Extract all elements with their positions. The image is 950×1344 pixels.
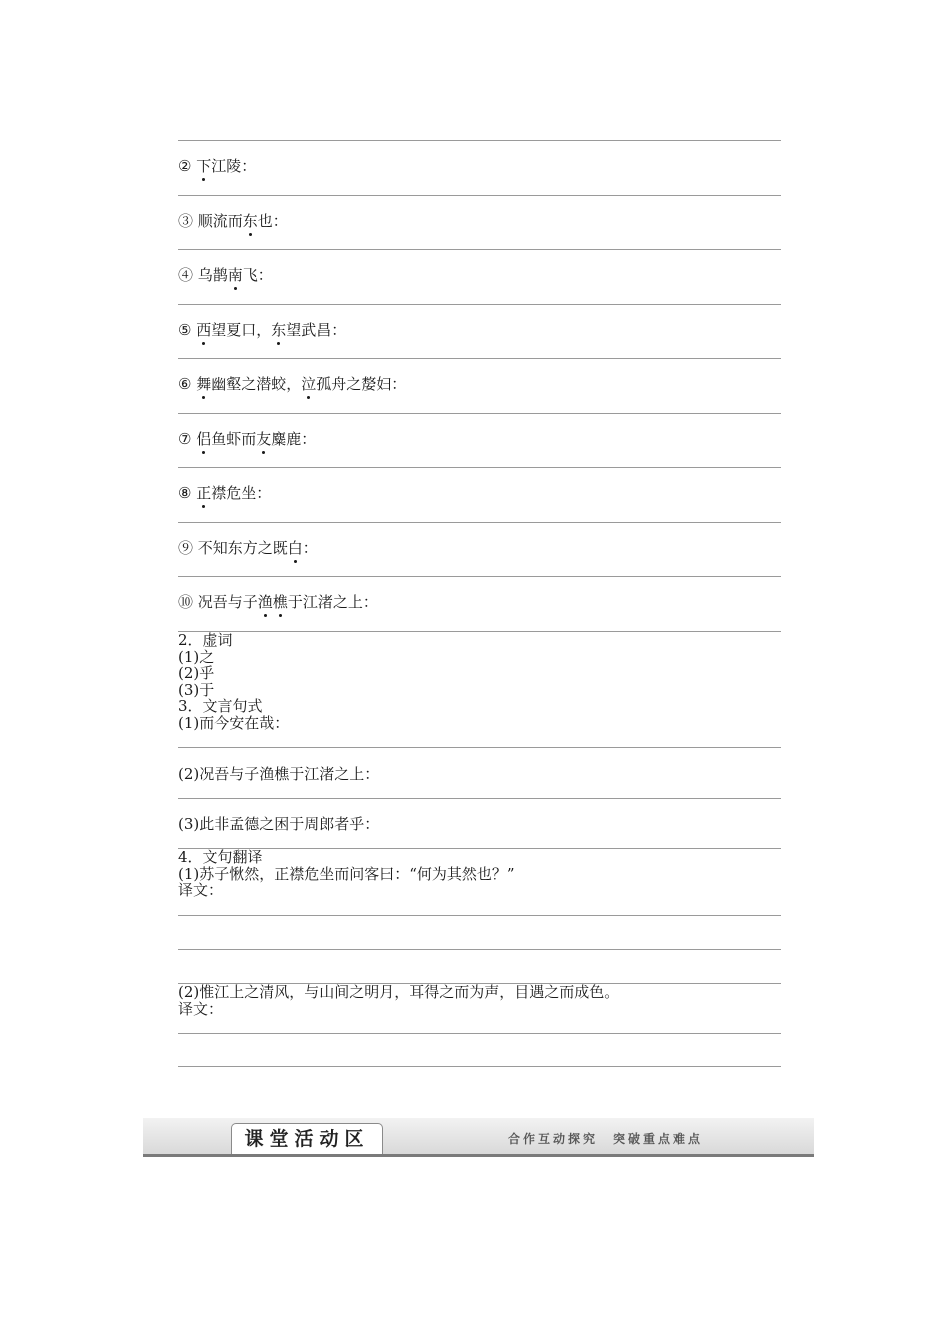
function-word-item: (2)乎 <box>178 664 215 682</box>
vocab-text: ④ 乌鹊 <box>178 266 228 284</box>
answer-line <box>178 631 781 632</box>
vocab-text: 幽壑之潜蛟， <box>211 375 302 393</box>
answer-line <box>178 747 781 748</box>
vocab-text: ② <box>178 157 197 175</box>
emphasized-character: 下 <box>196 157 212 175</box>
answer-line <box>178 467 781 468</box>
function-word-item: (1)之 <box>178 647 215 666</box>
sentence-pattern-item: (1)而今安在哉： <box>178 713 290 732</box>
answer-line <box>178 522 781 523</box>
emphasized-character: 樵 <box>272 593 288 611</box>
emphasized-character: 友 <box>256 430 272 448</box>
answer-line <box>178 249 781 250</box>
banner-subtitle: 合作互动探究 突破重点难点 <box>508 1132 704 1146</box>
emphasized-character: 泣 <box>301 375 317 393</box>
answer-line <box>178 358 781 359</box>
vocab-item <box>178 484 271 502</box>
vocab-text: ⑤ <box>178 321 197 339</box>
answer-line <box>178 576 781 577</box>
answer-line <box>178 848 781 849</box>
vocab-text: 襟危坐： <box>211 484 272 502</box>
emphasized-character: 西 <box>196 321 212 339</box>
emphasized-character: 正 <box>196 484 212 502</box>
emphasized-character: 舞 <box>196 375 212 393</box>
vocab-text: ： <box>302 539 318 557</box>
section-title-function-words: 2．虚词 <box>178 631 233 649</box>
vocab-text: 于江渚之上： <box>287 593 378 611</box>
answer-line <box>178 140 781 141</box>
vocab-item <box>178 321 346 339</box>
vocab-item <box>178 375 406 393</box>
section-title-translation: 4．文句翻译 <box>178 848 263 866</box>
vocab-text: ③ 顺流而 <box>178 212 243 230</box>
vocab-text: ⑩ 况吾与子 <box>178 593 258 611</box>
vocab-item <box>178 539 318 557</box>
vocab-text: ⑦ <box>178 430 197 448</box>
translation-label: 译文： <box>178 881 224 899</box>
vocab-item <box>178 212 288 230</box>
answer-line <box>178 949 781 950</box>
answer-line <box>178 1033 781 1034</box>
function-word-item: (3)于 <box>178 680 215 699</box>
vocab-text: ⑧ <box>178 484 197 502</box>
answer-line <box>178 915 781 916</box>
emphasized-character: 东 <box>242 212 258 230</box>
vocab-text: 飞： <box>242 266 273 284</box>
vocab-item <box>178 593 378 611</box>
section-title-sentence-patterns: 3．文言句式 <box>178 697 263 715</box>
sentence-pattern-item: (3)此非孟德之困于周郎者乎： <box>178 815 380 833</box>
vocab-text: 孤舟之嫠妇： <box>316 375 407 393</box>
answer-line <box>178 1066 781 1067</box>
vocab-text: ⑨ 不知东方之既 <box>178 539 288 557</box>
translation-question-2: (2)惟江上之清风，与山间之明月，耳得之而为声，目遇之而成色。 <box>178 983 620 1001</box>
vocab-item <box>178 430 316 448</box>
vocab-text: 鱼虾而 <box>211 430 257 448</box>
vocab-text: 望武昌： <box>286 321 347 339</box>
answer-line <box>178 413 781 414</box>
emphasized-character: 南 <box>227 266 243 284</box>
vocab-text: ⑥ <box>178 375 197 393</box>
translation-label: 译文： <box>178 999 224 1018</box>
emphasized-character: 渔 <box>257 593 273 611</box>
answer-line <box>178 304 781 305</box>
emphasized-character: 白 <box>287 539 303 557</box>
vocab-text: 麋鹿： <box>271 430 317 448</box>
section-banner <box>143 1118 814 1157</box>
emphasized-character: 东 <box>271 321 287 339</box>
emphasized-character: 侣 <box>196 430 212 448</box>
vocab-text: 江陵： <box>211 157 257 175</box>
vocab-text: 望夏口， <box>211 321 272 339</box>
answer-line <box>178 798 781 799</box>
banner-tab-title: 课堂活动区 <box>231 1123 383 1154</box>
vocab-item <box>178 266 273 284</box>
answer-line <box>178 195 781 196</box>
vocab-item <box>178 157 256 175</box>
sentence-pattern-item: (2)况吾与子渔樵于江渚之上： <box>178 765 380 783</box>
translation-question-1: (1)苏子愀然，正襟危坐而问客曰：“何为其然也？” <box>178 864 515 883</box>
vocab-text: 也： <box>257 212 288 230</box>
